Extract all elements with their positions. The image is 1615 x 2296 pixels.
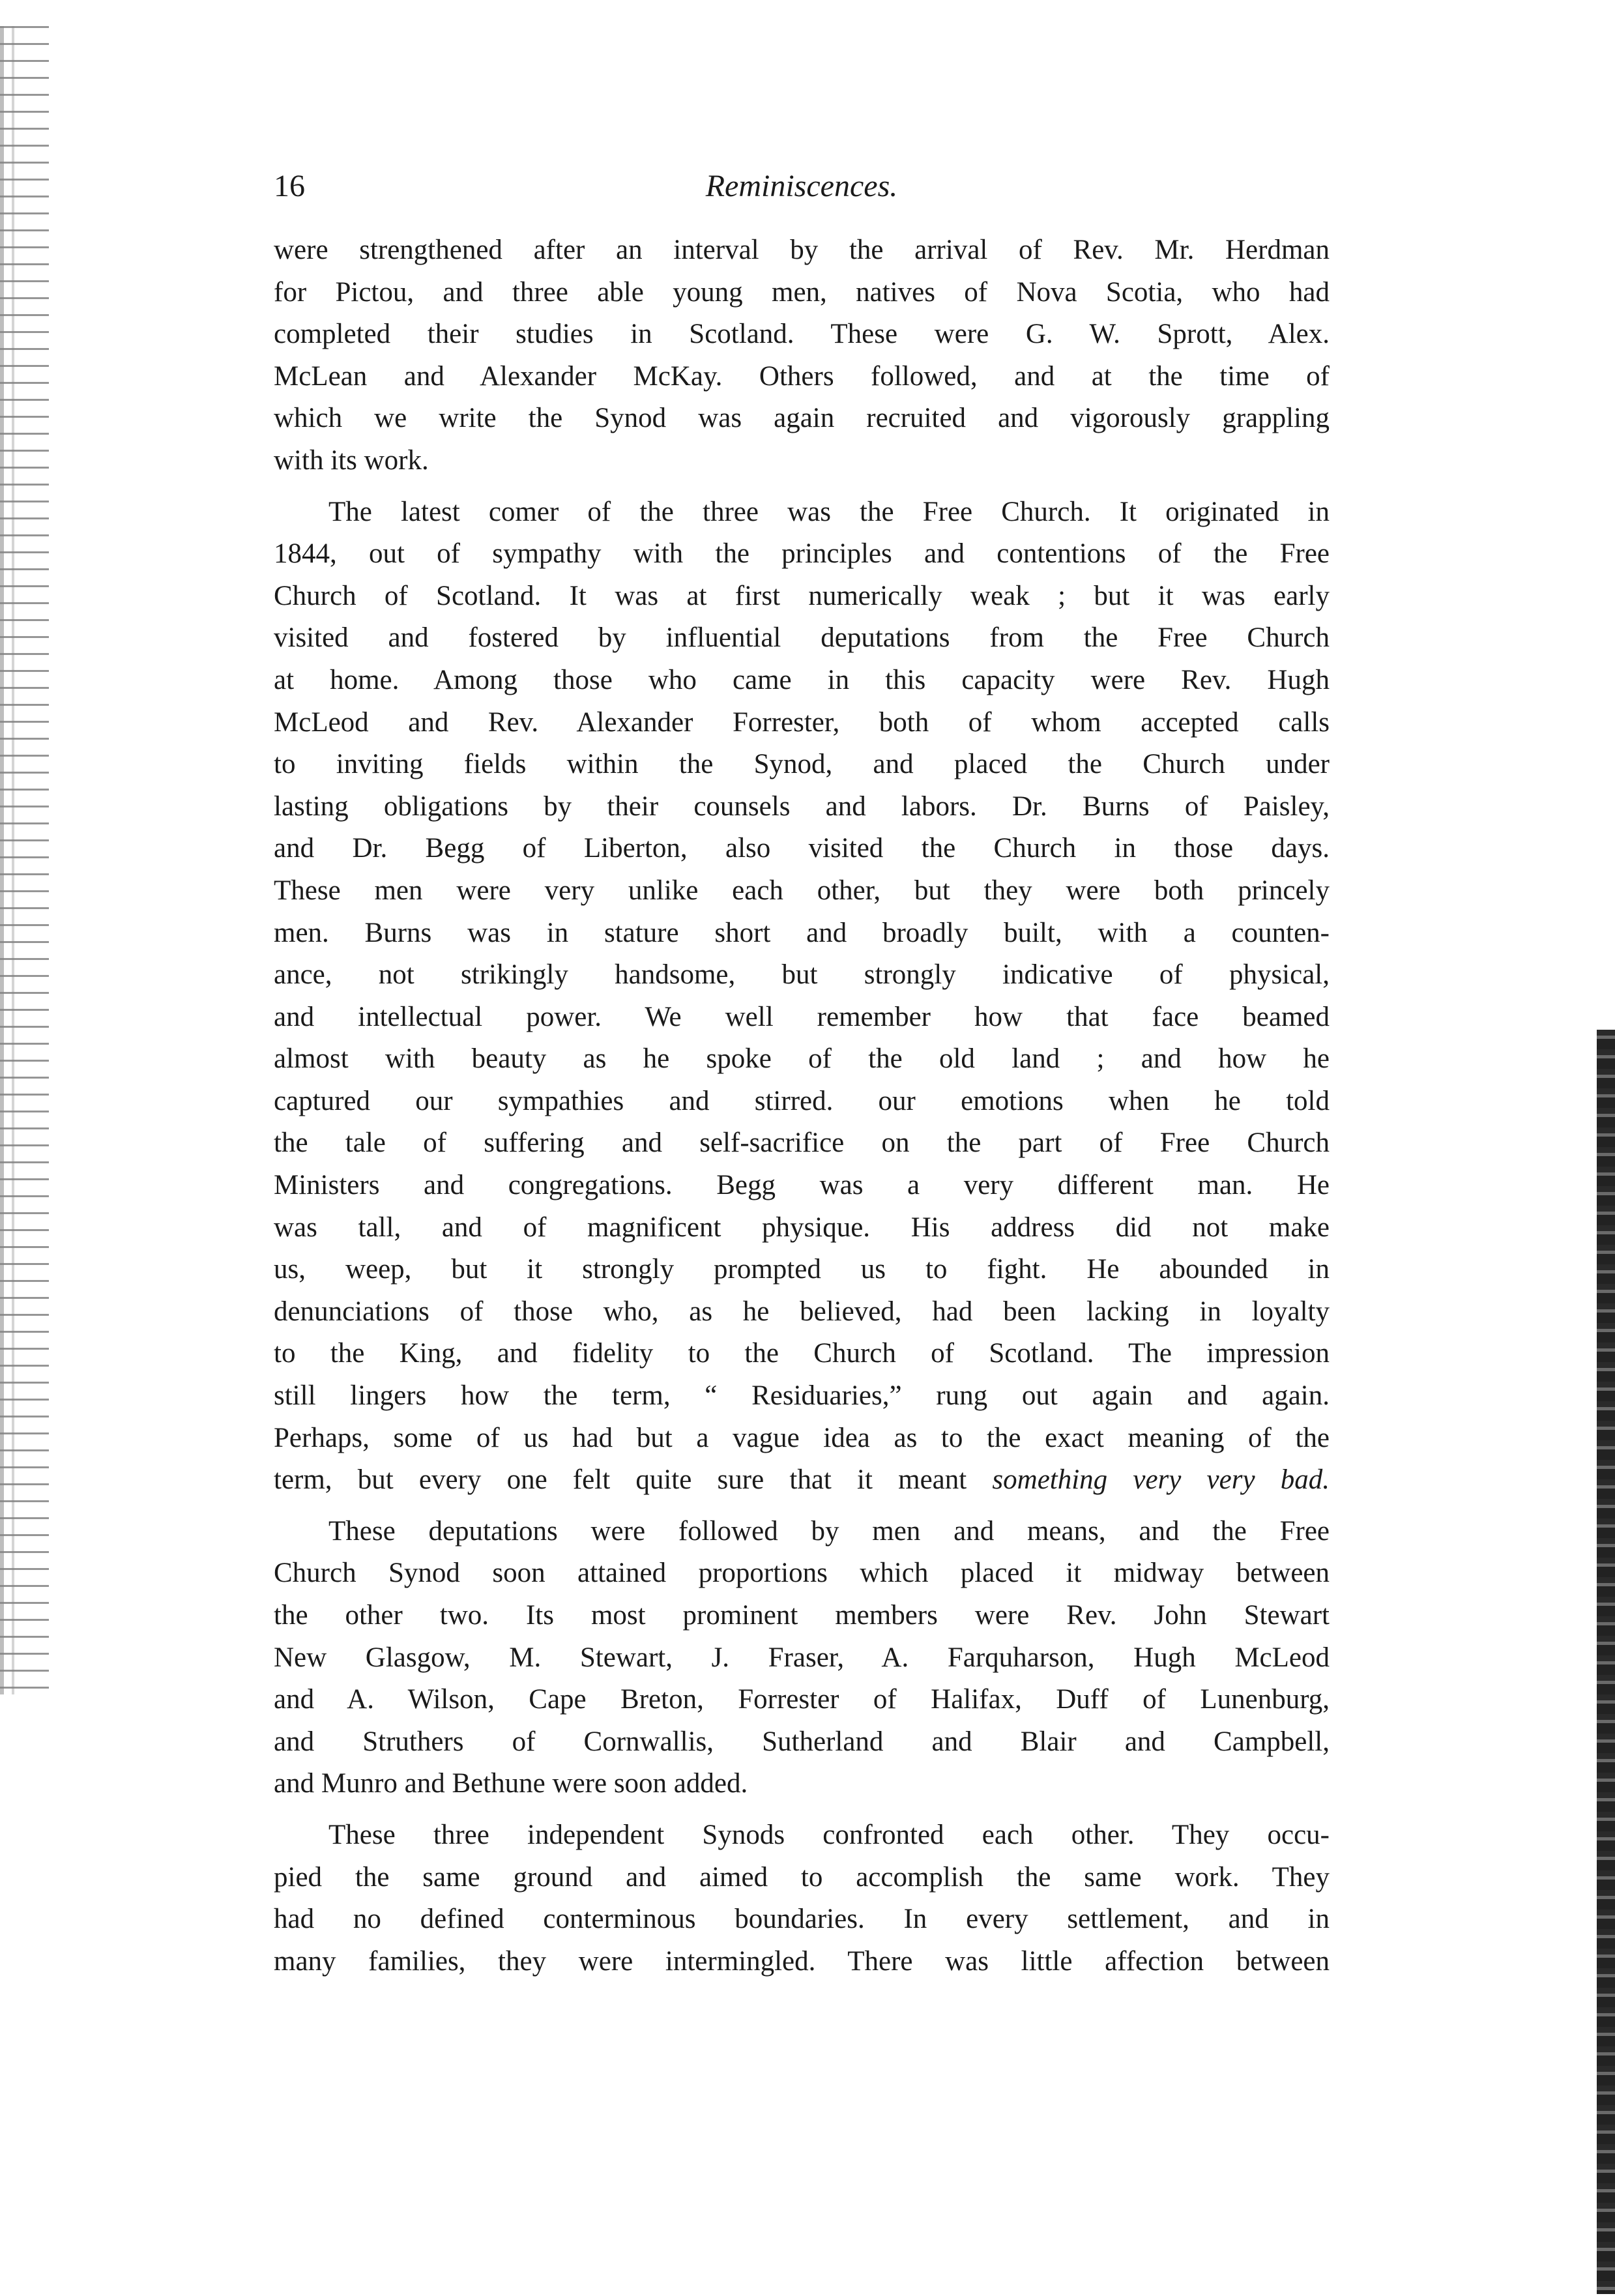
emphasis-text: something very very bad.: [992, 1464, 1330, 1496]
text-line: at home. Among those who came in this capacity were Rev. Hugh: [274, 664, 1330, 695]
text-line: captured our sympathies and stirred. our emotions when he told: [274, 1085, 1330, 1116]
text-line: had no defined conterminous boundaries. In every settlement, and in: [274, 1904, 1330, 1935]
text-line: New Glasgow, M. Stewart, J. Fraser, A. Farquharson, Hugh McLeod: [274, 1642, 1330, 1673]
text-line: and Munro and Bethune were soon added.: [274, 1768, 748, 1799]
text-line: for Pictou, and three able young men, natives of Nova Scotia, who had: [274, 276, 1330, 308]
text-line: Church Synod soon attained proportions which placed it midway between: [274, 1558, 1330, 1589]
text-line: Ministers and congregations. Begg was a very different man. He: [274, 1170, 1330, 1201]
text-line: to the King, and fidelity to the Church of Scotland. The impression: [274, 1338, 1330, 1369]
text-line: ance, not strikingly handsome, but strongly indicative of physical,: [274, 959, 1330, 991]
running-head: [274, 163, 1330, 215]
text-line: These three independent Synods confronted each other. They occu-: [328, 1819, 1330, 1850]
text-line: many families, they were intermingled. There was little affection between: [274, 1945, 1330, 1977]
paragraph-1: [274, 229, 1330, 482]
text-line: the other two. Its most prominent members were Rev. John Stewart: [274, 1600, 1330, 1631]
text-line: completed their studies in Scotland. These were G. W. Sprott, Alex.: [274, 319, 1330, 350]
text-line: McLeod and Rev. Alexander Forrester, both of whom accepted calls: [274, 706, 1330, 738]
page-number: 16: [274, 169, 305, 203]
paragraph-2: [274, 491, 1330, 1502]
text-line-prefix: term, but every one felt quite sure that it meant: [274, 1464, 993, 1496]
text-line: men. Burns was in stature short and broadly built, with a counten-: [274, 917, 1330, 948]
text-line: the tale of suffering and self-sacrifice on the part of Free Church: [274, 1127, 1330, 1159]
text-line: These deputations were followed by men and means, and the Free: [328, 1515, 1330, 1547]
book-page: [274, 163, 1330, 1983]
text-line: which we write the Synod was again recruited and vigorously grappling: [274, 403, 1330, 434]
text-line: and A. Wilson, Cape Breton, Forrester of Halifax, Duff of Lunenburg,: [274, 1684, 1330, 1715]
text-line: was tall, and of magnificent physique. His address did not make: [274, 1212, 1330, 1243]
text-line: The latest comer of the three was the Free Church. It originated in: [328, 496, 1330, 527]
text-line: McLean and Alexander McKay. Others followed, and at the time of: [274, 360, 1330, 392]
paragraph-4: [274, 1814, 1330, 1983]
text-line: Church of Scotland. It was at first numerically weak ; but it was early: [274, 580, 1330, 611]
text-line: lasting obligations by their counsels and labors. Dr. Burns of Paisley,: [274, 791, 1330, 822]
text-line: and Dr. Begg of Liberton, also visited the Church in those days.: [274, 833, 1330, 864]
text-line: denunciations of those who, as he believed, had been lacking in loyalty: [274, 1296, 1330, 1327]
text-line: still lingers how the term, “ Residuaries,” rung out again and again.: [274, 1380, 1330, 1412]
text-line: pied the same ground and aimed to accomplish the same work. They: [274, 1861, 1330, 1893]
text-line: These men were very unlike each other, but they were both princely: [274, 875, 1330, 906]
body-text: [274, 229, 1330, 1983]
text-line: Perhaps, some of us had but a vague idea as to the exact meaning of the: [274, 1422, 1330, 1453]
text-line: to inviting fields within the Synod, and placed the Church under: [274, 749, 1330, 780]
text-line: and Struthers of Cornwallis, Sutherland and Blair and Campbell,: [274, 1726, 1330, 1757]
text-line: and intellectual power. We well remember how that face beamed: [274, 1001, 1330, 1032]
text-line-final: [274, 1459, 1330, 1502]
text-line: were strengthened after an interval by the arrival of Rev. Mr. Herdman: [274, 235, 1330, 265]
text-line: visited and fostered by influential deputations from the Free Church: [274, 622, 1330, 654]
running-title: Reminiscences.: [705, 169, 898, 203]
scan-edge-right: [1597, 1030, 1615, 2294]
text-line: almost with beauty as he spoke of the old land ; and how he: [274, 1043, 1330, 1075]
text-line: with its work.: [274, 444, 429, 476]
paragraph-3: [274, 1511, 1330, 1805]
scan-edge-left: [0, 26, 49, 1694]
text-line: us, weep, but it strongly prompted us to fight. He abounded in: [274, 1254, 1330, 1285]
text-line: 1844, out of sympathy with the principles and contentions of the Free: [274, 538, 1330, 570]
